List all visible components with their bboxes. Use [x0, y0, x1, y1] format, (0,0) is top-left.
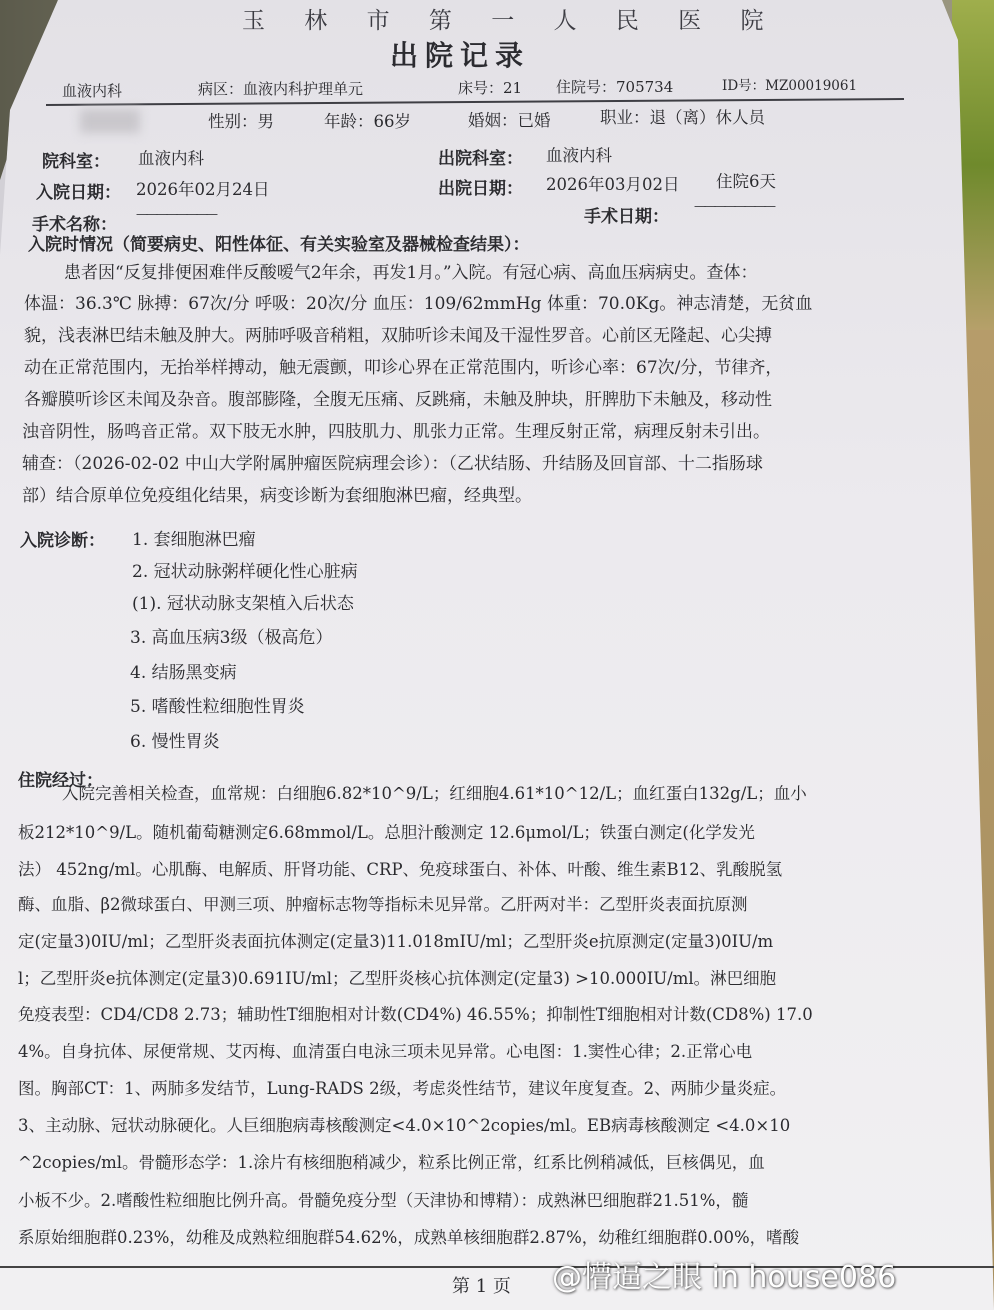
admission-date-value: 2026年02月24日 [136, 180, 270, 199]
course-line: 图。胸部CT：1、两肺多发结节，Lung-RADS 2级，考虑炎性结节，建议年度复查。2、两肺少量炎症。 [18, 1079, 787, 1098]
course-line: 板212*10^9/L。随机葡萄糖测定6.68mmol/L。总胆汁酸测定 12.6μmol/L；铁蛋白测定(化学发光 [18, 823, 755, 842]
header-rule [46, 98, 904, 106]
document-title: 出院记录 [390, 39, 531, 72]
discharge-date-value: 2026年03月02日 [546, 175, 680, 194]
condition-line: 部）结合原单位免疫组化结果，病变诊断为套细胞淋巴瘤，经典型。 [22, 486, 532, 506]
patient-occupation: 职业：退（离）休人员 [600, 108, 765, 127]
redacted-name [80, 109, 140, 133]
admission-date-label: 入院日期： [36, 183, 121, 203]
condition-line: 体温：36.3℃ 脉搏：67次/分 呼吸：20次/分 血压：109/62mmHg 体重：70.0Kg。神志清楚，无贫血 [24, 294, 813, 314]
admission-condition-heading: 入院时情况（简要病史、阳性体征、有关实验室及器械检查结果）： [28, 235, 530, 255]
condition-line: 辅查：（2026-02-02 中山大学附属肿瘤医院病理会诊）：（乙状结肠、升结肠及回盲部、十二指肠球 [22, 454, 763, 474]
diagnosis-item: (1). 冠状动脉支架植入后状态 [132, 594, 354, 614]
course-line: 4%。自身抗体、尿便常规、艾丙梅、血清蛋白电泳三项未见异常。心电图：1.窦性心律；2.正常心电 [18, 1042, 753, 1061]
course-line: 系原始细胞群0.23%，幼稚及成熟粒细胞群54.62%，成熟单核细胞群2.87%，幼稚红细胞群0.00%，嗜酸 [18, 1228, 800, 1247]
course-line: l；乙型肝炎e抗体测定(定量3)0.691IU/ml；乙型肝炎核心抗体测定(定量3) >10.000IU/ml。淋巴细胞 [18, 969, 777, 988]
surgery-name-value: ———————— [136, 207, 216, 221]
course-label: 住院经过： [18, 771, 103, 791]
meta-bed: 床号：21 [458, 79, 523, 97]
course-line: ^2copies/ml。骨髓形态学：1.涂片有核细胞稍减少，粒系比例正常，红系比例稍减低，巨核偶见，血 [18, 1153, 765, 1172]
surgery-date-value: ———————— [694, 199, 774, 213]
discharge-date-label: 出院日期： [438, 179, 523, 199]
discharge-dept-label: 出院科室： [438, 149, 523, 169]
condition-line: 动在正常范围内，无抬举样搏动，触无震颤，叩诊心界在正常范围内，听诊心率：67次/分，节律齐， [24, 358, 783, 378]
diagnosis-item: 1. 套细胞淋巴瘤 [132, 530, 256, 550]
course-line: 酶、血脂、β2微球蛋白、甲测三项、肿瘤标志物等指标未见异常。乙肝两对半：乙型肝炎表面抗原测 [18, 895, 748, 914]
diagnosis-item: 6. 慢性胃炎 [130, 732, 220, 752]
meta-id: ID号：MZ00019061 [722, 78, 858, 94]
condition-line: 患者因“反复排便困难伴反酸嗳气2年余，再发1月。”入院。有冠心病、高血压病病史。查体： [64, 263, 758, 283]
meta-admission-no: 住院号：705734 [556, 78, 674, 96]
meta-dept: 血液内科 [62, 82, 123, 100]
stay-duration: 住院6天 [716, 172, 776, 191]
patient-sex: 性别：男 [208, 112, 274, 131]
course-line: 定(定量3)0IU/ml；乙型肝炎表面抗体测定(定量3)11.018mIU/ml；乙型肝炎e抗原测定(定量3)0IU/m [18, 932, 774, 951]
condition-line: 各瓣膜听诊区未闻及杂音。腹部膨隆，全腹无压痛、反跳痛，未触及肿块，肝脾肋下未触及，移动性 [24, 390, 772, 410]
surgery-name-label: 手术名称： [32, 215, 117, 235]
admission-dept-value: 血液内科 [138, 149, 204, 168]
course-line: 小板不少。2.嗜酸性粒细胞比例升高。骨髓免疫分型（天津协和博精）：成熟淋巴细胞群21.51%，髓 [18, 1191, 749, 1210]
course-line: 法） 452ng/ml。心肌酶、电解质、肝肾功能、CRP、免疫球蛋白、补体、叶酸、维生素B12、乳酸脱氢 [18, 860, 783, 879]
course-line: 3、主动脉、冠状动脉硬化。人巨细胞病毒核酸测定<4.0×10^2copies/ml。EB病毒核酸测定 <4.0×10 [18, 1116, 791, 1135]
diagnosis-item: 5. 嗜酸性粒细胞性胃炎 [130, 697, 305, 717]
hospital-name: 玉 林 市 第 一 人 民 医 院 [242, 8, 780, 34]
page-number: 第 1 页 [452, 1276, 511, 1297]
watermark: @懵逼之眼 in house086 [552, 1260, 897, 1295]
condition-line: 貌，浅表淋巴结未触及肿大。两肺呼吸音稍粗，双肺听诊未闻及干湿性罗音。心前区无隆起、心尖搏 [24, 326, 772, 346]
condition-line: 浊音阴性，肠鸣音正常。双下肢无水肿，四肢肌力、肌张力正常。生理反射正常，病理反射未引出。 [22, 422, 770, 442]
admission-dept-label: 院科室： [42, 152, 110, 172]
surgery-date-label: 手术日期： [584, 207, 669, 227]
course-line: 入院完善相关检查，血常规：白细胞6.82*10^9/L；红细胞4.61*10^12/L；血红蛋白132g/L；血小 [62, 784, 807, 803]
diagnosis-item: 4. 结肠黑变病 [130, 663, 237, 683]
patient-age: 年龄：66岁 [324, 112, 411, 131]
course-line: 免疫表型：CD4/CD8 2.73；辅助性T细胞相对计数(CD4%) 46.55%；抑制性T细胞相对计数(CD8%) 17.0 [18, 1005, 813, 1024]
diagnosis-label: 入院诊断： [20, 531, 105, 551]
diagnosis-item: 3. 高血压病3级（极高危） [130, 628, 333, 648]
diagnosis-item: 2. 冠状动脉粥样硬化性心脏病 [132, 562, 358, 582]
discharge-dept-value: 血液内科 [546, 146, 612, 165]
meta-ward: 病区：血液内科护理单元 [198, 80, 364, 98]
patient-marital: 婚姻：已婚 [468, 111, 551, 130]
